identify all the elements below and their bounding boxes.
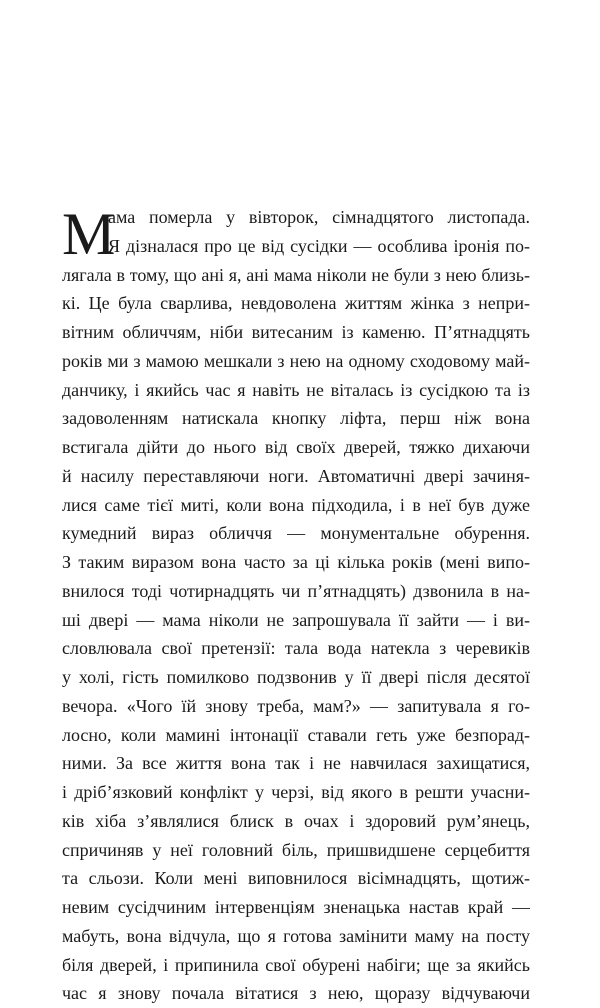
text-line: задоволенням натискала кнопку ліфта, перш ніж вона (62, 408, 530, 429)
text-line: ші двері — мама ніколи не запрошувала її зайти — і ви- (62, 609, 530, 630)
text-line: вечора. «Чого їй знову треба, мам?» — запитувала я го- (62, 695, 530, 716)
text-line: мабуть, вона відчула, що я готова замінити маму на посту (62, 925, 530, 946)
text-line: і дріб’язковий конфлікт у черзі, від якого в решти учасни- (62, 782, 530, 802)
drop-cap: М (62, 201, 116, 267)
text-line: словлювала свої претензії: тала вода натекла з черевиків (62, 638, 530, 659)
text-line: ними. За все життя вона так і не навчилася захищатися, (62, 753, 530, 774)
text-line: З таким виразом вона часто за ці кілька років (мені випо- (62, 552, 530, 572)
text-line: внилося тоді чотирнадцять чи п’ятнадцять) дзвонила в на- (62, 580, 530, 601)
text-line: спричиняв у неї головний біль, пришвидшене серцебиття (62, 839, 530, 860)
text-line: ама померла у вівторок, сімнадцятого листопада. (108, 207, 530, 227)
text-line: кумедний вираз обличчя — монументальне обурення. (62, 523, 530, 544)
text-line: років ми з мамою мешкали з нею на одному сходовому май- (62, 350, 530, 371)
text-line: вітним обличчям, ніби витесаним із каменю. П’ятнадцять (62, 322, 530, 342)
text-line: час я знову почала вітатися з нею, щоразу відчуваючи (62, 983, 530, 1004)
text-line: та сльози. Коли мені виповнилося вісімнадцять, щотиж- (62, 868, 530, 889)
text-line: у холі, гість помилково подзвонив у її двері після десятої (62, 667, 530, 687)
text-line: ків хіба з’являлися блиск в очах і здоровий рум’янець, (62, 810, 530, 831)
text-line: Я дізналася про це від сусідки — особлива іронія по- (108, 235, 530, 256)
text-line: лягала в тому, що ані я, ані мама ніколи не були з нею близь- (62, 264, 530, 285)
text-line: лися саме тієї миті, коли вона підходила, і в неї був дуже (62, 494, 530, 515)
text-line: лосно, коли мамині інтонації ставали геть уже безпорад- (62, 724, 530, 745)
body-text (62, 203, 530, 1008)
text-line: біля дверей, і припинила свої обурені набіги; ще за якийсь (62, 954, 530, 975)
text-line: кі. Це була сварлива, невдоволена життям жінка з непри- (62, 293, 530, 314)
text-line: встигала дійти до нього від своїх дверей, тяжко дихаючи (62, 437, 530, 457)
text-line: невим сусідчиним інтервенціям зненацька настав край — (62, 897, 530, 917)
text-line: й насилу переставляючи ноги. Автоматичні двері зачиня- (62, 465, 530, 486)
text-line: данчику, і якийсь час я навіть не віталась із сусідкою та із (62, 379, 530, 400)
